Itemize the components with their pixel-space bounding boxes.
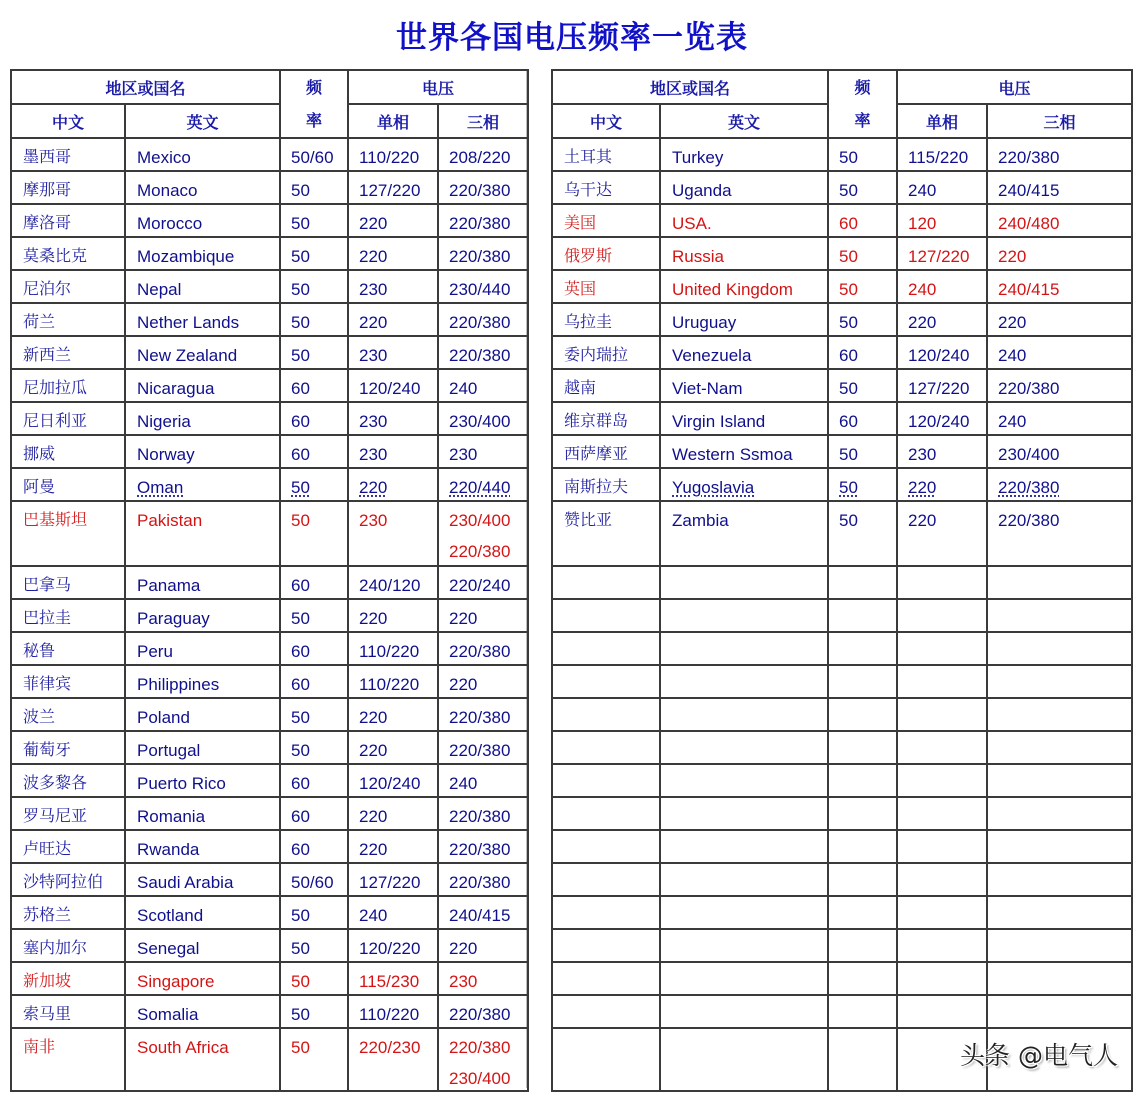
cell-single: 110/220 [348, 995, 438, 1028]
cell-freq: 50 [280, 731, 348, 764]
cell-en: South Africa [125, 1028, 280, 1091]
cell-zh: 越南 [552, 369, 660, 402]
cell-single: 220 [897, 303, 987, 336]
cell-freq: 60 [280, 402, 348, 435]
table-row [11, 435, 528, 468]
cell-en: Peru [125, 632, 280, 665]
empty-row [552, 962, 1132, 995]
cell-freq: 50/60 [280, 138, 348, 171]
cell-zh: 巴拉圭 [11, 599, 125, 632]
table-row [11, 632, 528, 665]
table-row [552, 435, 1132, 468]
page-title: 世界各国电压频率一览表 [396, 20, 748, 56]
cell-three: 220/440 [438, 468, 528, 501]
cell-freq: 50 [828, 138, 897, 171]
cell-single: 220 [348, 468, 438, 501]
empty-row [552, 731, 1132, 764]
cell-three: 220/380 [438, 204, 528, 237]
cell-en: Mexico [125, 138, 280, 171]
empty-row [552, 929, 1132, 962]
table-row-highlighted [552, 237, 1132, 270]
cell-en: Norway [125, 435, 280, 468]
cell-freq: 50 [280, 599, 348, 632]
cell-en: Paraguay [125, 599, 280, 632]
table-row [11, 830, 528, 863]
table-row [11, 599, 528, 632]
cell-zh: 赞比亚 [552, 501, 660, 566]
cell-three: 220 [987, 237, 1132, 270]
cell-zh: 挪威 [11, 435, 125, 468]
cell-en: Somalia [125, 995, 280, 1028]
cell-en: Portugal [125, 731, 280, 764]
cell-zh: 秘鲁 [11, 632, 125, 665]
empty-row [552, 599, 1132, 632]
cell-single: 120/240 [897, 336, 987, 369]
cell-freq: 60 [828, 204, 897, 237]
cell-single: 110/220 [348, 665, 438, 698]
cell-en: Virgin Island [660, 402, 828, 435]
voltage-table-right [551, 69, 1133, 1092]
cell-zh: 摩那哥 [11, 171, 125, 204]
cell-three: 220/380 [438, 995, 528, 1028]
cell-zh: 尼日利亚 [11, 402, 125, 435]
cell-freq: 60 [280, 764, 348, 797]
cell-single: 230 [348, 270, 438, 303]
cell-zh: 土耳其 [552, 138, 660, 171]
cell-three: 230 [438, 435, 528, 468]
cell-three: 220/380 [987, 369, 1132, 402]
cell-zh: 葡萄牙 [11, 731, 125, 764]
cell-three: 220/380 [438, 830, 528, 863]
cell-freq: 60 [280, 369, 348, 402]
empty-row [552, 830, 1132, 863]
table-row [11, 171, 528, 204]
cell-zh: 巴拿马 [11, 566, 125, 599]
table-row [11, 863, 528, 896]
cell-freq: 50 [280, 896, 348, 929]
cell-single: 120/240 [348, 764, 438, 797]
cell-zh: 维京群岛 [552, 402, 660, 435]
cell-en: Uruguay [660, 303, 828, 336]
table-row [11, 204, 528, 237]
cell-en: Monaco [125, 171, 280, 204]
cell-single: 120/240 [897, 402, 987, 435]
table-row [552, 468, 1132, 501]
cell-freq: 50 [280, 303, 348, 336]
header-chinese: 中文 [11, 104, 125, 138]
cell-freq: 50 [280, 468, 348, 501]
table-row [11, 336, 528, 369]
cell-three: 230/400 220/380 [438, 501, 528, 566]
cell-single: 127/220 [348, 171, 438, 204]
table-row [552, 402, 1132, 435]
cell-three: 230/400 [438, 402, 528, 435]
cell-zh: 新西兰 [11, 336, 125, 369]
cell-en: Russia [660, 237, 828, 270]
cell-single: 240 [897, 171, 987, 204]
table-row [552, 303, 1132, 336]
cell-zh: 菲律宾 [11, 665, 125, 698]
cell-zh: 美国 [552, 204, 660, 237]
cell-freq: 60 [828, 402, 897, 435]
cell-zh: 塞内加尔 [11, 929, 125, 962]
table-row [11, 566, 528, 599]
table-row-highlighted [552, 204, 1132, 237]
empty-row [552, 995, 1132, 1028]
cell-en: Morocco [125, 204, 280, 237]
cell-en: Senegal [125, 929, 280, 962]
cell-single: 230 [348, 336, 438, 369]
cell-freq: 50 [280, 995, 348, 1028]
cell-zh: 俄罗斯 [552, 237, 660, 270]
cell-three: 220 [987, 303, 1132, 336]
empty-row [552, 863, 1132, 896]
cell-three: 240 [438, 764, 528, 797]
table-row [11, 468, 528, 501]
cell-zh: 南非 [11, 1028, 125, 1091]
cell-single: 110/220 [348, 138, 438, 171]
cell-three: 220/380 [987, 501, 1132, 566]
cell-zh: 莫桑比克 [11, 237, 125, 270]
cell-en: Nicaragua [125, 369, 280, 402]
header-voltage: 电压 [897, 70, 1132, 104]
table-row [11, 797, 528, 830]
cell-zh: 尼加拉瓜 [11, 369, 125, 402]
cell-freq: 50 [828, 435, 897, 468]
header-english: 英文 [125, 104, 280, 138]
table-row [552, 171, 1132, 204]
cell-en: Viet-Nam [660, 369, 828, 402]
cell-single: 220 [348, 303, 438, 336]
cell-en: Uganda [660, 171, 828, 204]
cell-en: Venezuela [660, 336, 828, 369]
header-english: 英文 [660, 104, 828, 138]
cell-three: 240 [987, 402, 1132, 435]
cell-three: 220 [438, 929, 528, 962]
cell-single: 115/230 [348, 962, 438, 995]
cell-single: 240 [348, 896, 438, 929]
cell-zh: 英国 [552, 270, 660, 303]
table-row [11, 369, 528, 402]
cell-single: 115/220 [897, 138, 987, 171]
cell-en: Oman [125, 468, 280, 501]
cell-single: 127/220 [897, 237, 987, 270]
cell-three: 220/380 [438, 863, 528, 896]
cell-three: 220/380 [438, 632, 528, 665]
cell-zh: 委内瑞拉 [552, 336, 660, 369]
empty-row [552, 665, 1132, 698]
table-row-highlighted [11, 962, 528, 995]
cell-three: 220/380 [438, 698, 528, 731]
cell-single: 230 [348, 501, 438, 566]
cell-three: 230/400 [987, 435, 1132, 468]
voltage-table-left [10, 69, 529, 1092]
cell-freq: 50 [280, 501, 348, 566]
cell-en: Nether Lands [125, 303, 280, 336]
table-row [552, 501, 1132, 566]
table-row [11, 731, 528, 764]
cell-en: Singapore [125, 962, 280, 995]
cell-three: 230 [438, 962, 528, 995]
empty-row [552, 797, 1132, 830]
cell-three: 240/415 [438, 896, 528, 929]
cell-zh: 卢旺达 [11, 830, 125, 863]
table-row-highlighted [11, 501, 528, 566]
cell-freq: 50 [828, 270, 897, 303]
cell-three: 240/480 [987, 204, 1132, 237]
cell-freq: 50 [280, 1028, 348, 1091]
cell-freq: 50 [828, 369, 897, 402]
cell-three: 220/380 [438, 303, 528, 336]
empty-row [552, 896, 1132, 929]
cell-zh: 新加坡 [11, 962, 125, 995]
cell-three: 220 [438, 665, 528, 698]
cell-single: 127/220 [897, 369, 987, 402]
cell-single: 120/220 [348, 929, 438, 962]
cell-single: 220 [348, 204, 438, 237]
cell-freq: 50 [280, 237, 348, 270]
cell-zh: 乌干达 [552, 171, 660, 204]
cell-three: 208/220 [438, 138, 528, 171]
cell-en: Scotland [125, 896, 280, 929]
cell-zh: 尼泊尔 [11, 270, 125, 303]
cell-single: 120 [897, 204, 987, 237]
cell-three: 240/415 [987, 171, 1132, 204]
header-frequency: 频 率 [828, 70, 897, 138]
cell-zh: 苏格兰 [11, 896, 125, 929]
cell-en: Yugoslavia [660, 468, 828, 501]
cell-three: 220/380 [987, 468, 1132, 501]
cell-freq: 50 [280, 270, 348, 303]
cell-en: Zambia [660, 501, 828, 566]
table-row [11, 270, 528, 303]
header-three-phase: 三相 [438, 104, 528, 138]
cell-single: 220 [897, 468, 987, 501]
empty-row [552, 632, 1132, 665]
cell-freq: 50 [280, 962, 348, 995]
cell-single: 230 [348, 402, 438, 435]
table-row [11, 698, 528, 731]
cell-single: 110/220 [348, 632, 438, 665]
empty-row [552, 566, 1132, 599]
cell-zh: 墨西哥 [11, 138, 125, 171]
cell-en: Panama [125, 566, 280, 599]
cell-en: Romania [125, 797, 280, 830]
cell-single: 240 [897, 270, 987, 303]
cell-en: Philippines [125, 665, 280, 698]
cell-single: 220 [348, 797, 438, 830]
cell-single: 220 [348, 830, 438, 863]
watermark: 头条 @电气人 [960, 1041, 1118, 1070]
cell-zh: 罗马尼亚 [11, 797, 125, 830]
cell-freq: 60 [280, 665, 348, 698]
cell-en: Nepal [125, 270, 280, 303]
empty-row [552, 698, 1132, 731]
table-row [11, 237, 528, 270]
cell-freq: 50 [828, 237, 897, 270]
cell-three: 220/380 [438, 336, 528, 369]
cell-single: 230 [348, 435, 438, 468]
cell-single: 220 [897, 501, 987, 566]
table-row [552, 369, 1132, 402]
table-row [11, 138, 528, 171]
cell-zh: 南斯拉夫 [552, 468, 660, 501]
cell-freq: 50/60 [280, 863, 348, 896]
table-row [11, 764, 528, 797]
cell-single: 120/240 [348, 369, 438, 402]
header-single-phase: 单相 [897, 104, 987, 138]
cell-zh: 沙特阿拉伯 [11, 863, 125, 896]
cell-single: 220/230 [348, 1028, 438, 1091]
cell-en: Pakistan [125, 501, 280, 566]
table-row-highlighted [552, 270, 1132, 303]
cell-en: Poland [125, 698, 280, 731]
cell-freq: 60 [280, 797, 348, 830]
cell-freq: 50 [280, 698, 348, 731]
table-row-highlighted [11, 1028, 528, 1091]
cell-en: Mozambique [125, 237, 280, 270]
cell-zh: 索马里 [11, 995, 125, 1028]
cell-three: 220/380 [438, 237, 528, 270]
table-row [11, 995, 528, 1028]
cell-three: 230/440 [438, 270, 528, 303]
cell-en: Saudi Arabia [125, 863, 280, 896]
table-row [552, 336, 1132, 369]
cell-three: 220/380 230/400 [438, 1028, 528, 1091]
cell-single: 240/120 [348, 566, 438, 599]
header-frequency: 频 率 [280, 70, 348, 138]
cell-freq: 60 [280, 830, 348, 863]
cell-three: 220 [438, 599, 528, 632]
cell-freq: 50 [280, 336, 348, 369]
table-row [11, 665, 528, 698]
cell-en: Puerto Rico [125, 764, 280, 797]
cell-single: 220 [348, 237, 438, 270]
header-three-phase: 三相 [987, 104, 1132, 138]
cell-three: 240 [438, 369, 528, 402]
cell-freq: 50 [828, 501, 897, 566]
cell-freq: 60 [828, 336, 897, 369]
cell-three: 220/380 [438, 797, 528, 830]
cell-three: 220/380 [438, 731, 528, 764]
cell-three: 220/240 [438, 566, 528, 599]
cell-three: 220/380 [438, 171, 528, 204]
cell-zh: 波兰 [11, 698, 125, 731]
cell-freq: 50 [280, 171, 348, 204]
cell-single: 127/220 [348, 863, 438, 896]
cell-freq: 50 [280, 929, 348, 962]
cell-freq: 60 [280, 435, 348, 468]
empty-row [552, 764, 1132, 797]
cell-en: USA. [660, 204, 828, 237]
cell-zh: 阿曼 [11, 468, 125, 501]
cell-en: United Kingdom [660, 270, 828, 303]
cell-freq: 50 [828, 468, 897, 501]
cell-freq: 50 [828, 303, 897, 336]
cell-en: New Zealand [125, 336, 280, 369]
cell-freq: 50 [280, 204, 348, 237]
cell-freq: 60 [280, 632, 348, 665]
cell-en: Western Ssmoa [660, 435, 828, 468]
table-row [11, 929, 528, 962]
table-row [11, 896, 528, 929]
cell-zh: 摩洛哥 [11, 204, 125, 237]
header-single-phase: 单相 [348, 104, 438, 138]
cell-zh: 荷兰 [11, 303, 125, 336]
header-region: 地区或国名 [552, 70, 828, 104]
cell-three: 240 [987, 336, 1132, 369]
header-region: 地区或国名 [11, 70, 280, 104]
cell-single: 230 [897, 435, 987, 468]
cell-single: 220 [348, 731, 438, 764]
cell-en: Rwanda [125, 830, 280, 863]
table-row [11, 303, 528, 336]
cell-single: 220 [348, 599, 438, 632]
cell-en: Nigeria [125, 402, 280, 435]
cell-zh: 巴基斯坦 [11, 501, 125, 566]
cell-freq: 60 [280, 566, 348, 599]
cell-single: 220 [348, 698, 438, 731]
cell-zh: 乌拉圭 [552, 303, 660, 336]
cell-three: 240/415 [987, 270, 1132, 303]
cell-three: 220/380 [987, 138, 1132, 171]
header-voltage: 电压 [348, 70, 528, 104]
cell-freq: 50 [828, 171, 897, 204]
table-row [552, 138, 1132, 171]
header-chinese: 中文 [552, 104, 660, 138]
cell-zh: 波多黎各 [11, 764, 125, 797]
cell-en: Turkey [660, 138, 828, 171]
table-row [11, 402, 528, 435]
cell-zh: 西萨摩亚 [552, 435, 660, 468]
